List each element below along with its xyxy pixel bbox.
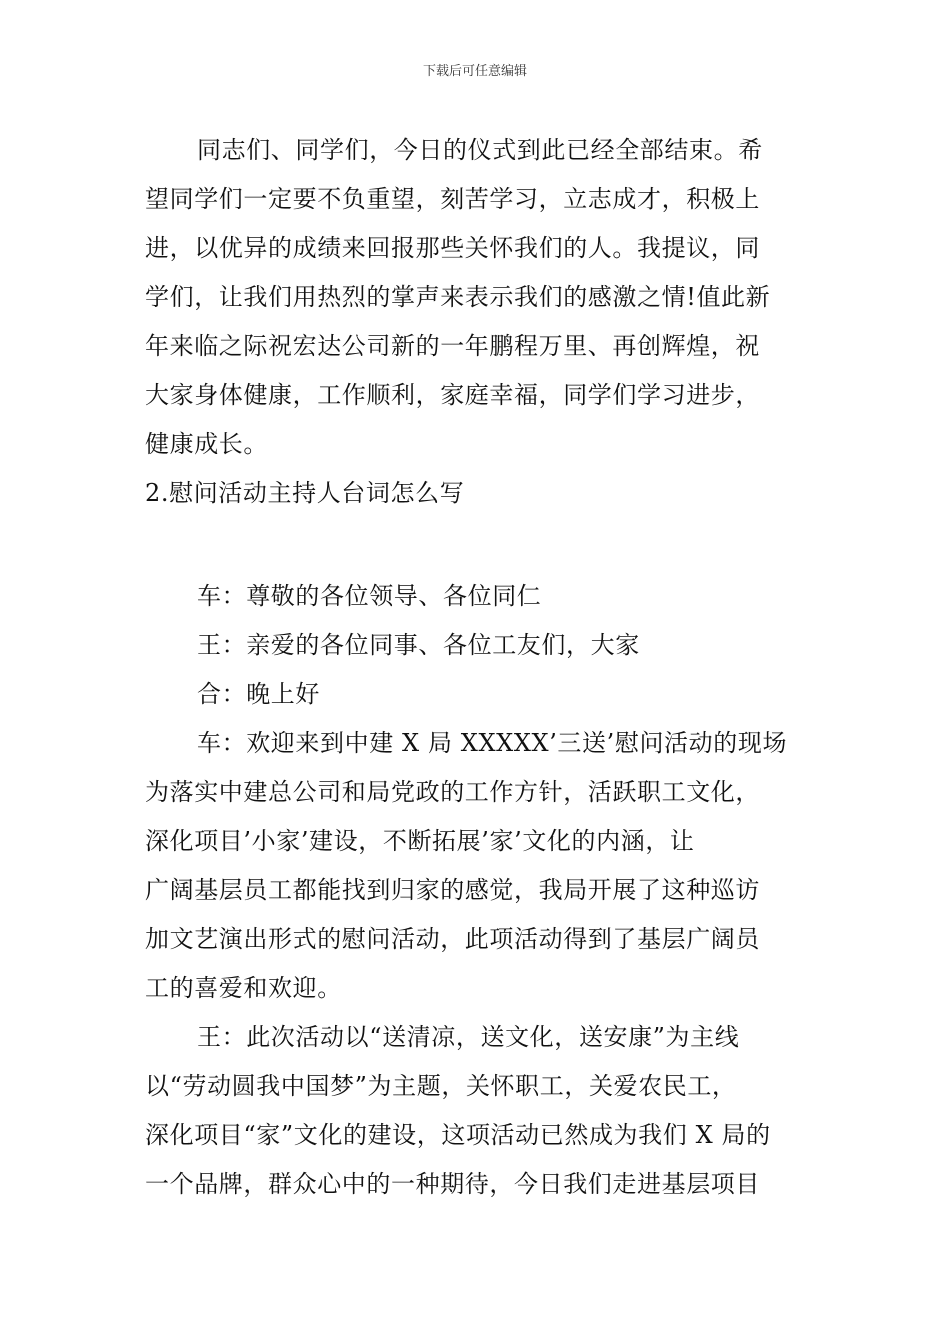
page-header-note: 下载后可任意编辑 xyxy=(422,64,527,79)
che-paragraph xyxy=(145,719,810,1013)
text-line: 工的喜爱和欢迎。 xyxy=(145,974,342,1002)
text-line: 广阔基层员工都能找到归家的感觉，我局开展了这种巡访 xyxy=(145,876,760,904)
section-heading: 2.慰问活动主持人台词怎么写 xyxy=(145,479,465,507)
text-line: 学们，让我们用热烈的掌声来表示我们的感激之情!值此新 xyxy=(145,283,771,311)
dialogue-line: 合：晚上好 xyxy=(197,680,320,708)
text-line: 车：欢迎来到中建 X 局 XXXXX’三送’慰问活动的现场 xyxy=(197,729,788,757)
text-line: 大家身体健康，工作顺利，家庭幸福，同学们学习进步， xyxy=(145,381,760,409)
text-line: 进，以优异的成绩来回报那些关怀我们的人。我提议，同 xyxy=(145,234,760,262)
text-line: 同志们、同学们，今日的仪式到此已经全部结束。希 xyxy=(197,136,763,164)
text-line: 深化项目“家”文化的建设，这项活动已然成为我们 X 局的 xyxy=(145,1121,771,1149)
greeting-dialogue xyxy=(145,572,810,719)
blank-spacer xyxy=(145,518,810,572)
wang-paragraph xyxy=(145,1013,810,1209)
text-line: 王：此次活动以“送清凉，送文化，送安康”为主线 xyxy=(197,1023,740,1051)
text-line: 以“劳动圆我中国梦”为主题，关怀职工，关爱农民工， xyxy=(145,1072,737,1100)
text-line: 为落实中建总公司和局党政的工作方针，活跃职工文化， xyxy=(145,778,760,806)
dialogue-line: 王：亲爱的各位同事、各位工友们，大家 xyxy=(197,631,640,659)
text-line: 加文艺演出形式的慰问活动，此项活动得到了基层广阔员 xyxy=(145,925,760,953)
dialogue-line: 车：尊敬的各位领导、各位同仁 xyxy=(197,582,542,610)
text-line: 健康成长。 xyxy=(145,430,268,458)
text-line: 深化项目’小家’建设，不断拓展’家’文化的内涵，让 xyxy=(145,827,695,855)
text-line: 望同学们一定要不负重望，刻苦学习，立志成才，积极上 xyxy=(145,185,760,213)
text-line: 年来临之际祝宏达公司新的一年鹏程万里、再创辉煌，祝 xyxy=(145,332,760,360)
document-body xyxy=(145,126,810,1209)
closing-paragraph xyxy=(145,126,810,469)
text-line: 一个品牌，群众心中的一种期待，今日我们走进基层项目 xyxy=(145,1170,760,1198)
